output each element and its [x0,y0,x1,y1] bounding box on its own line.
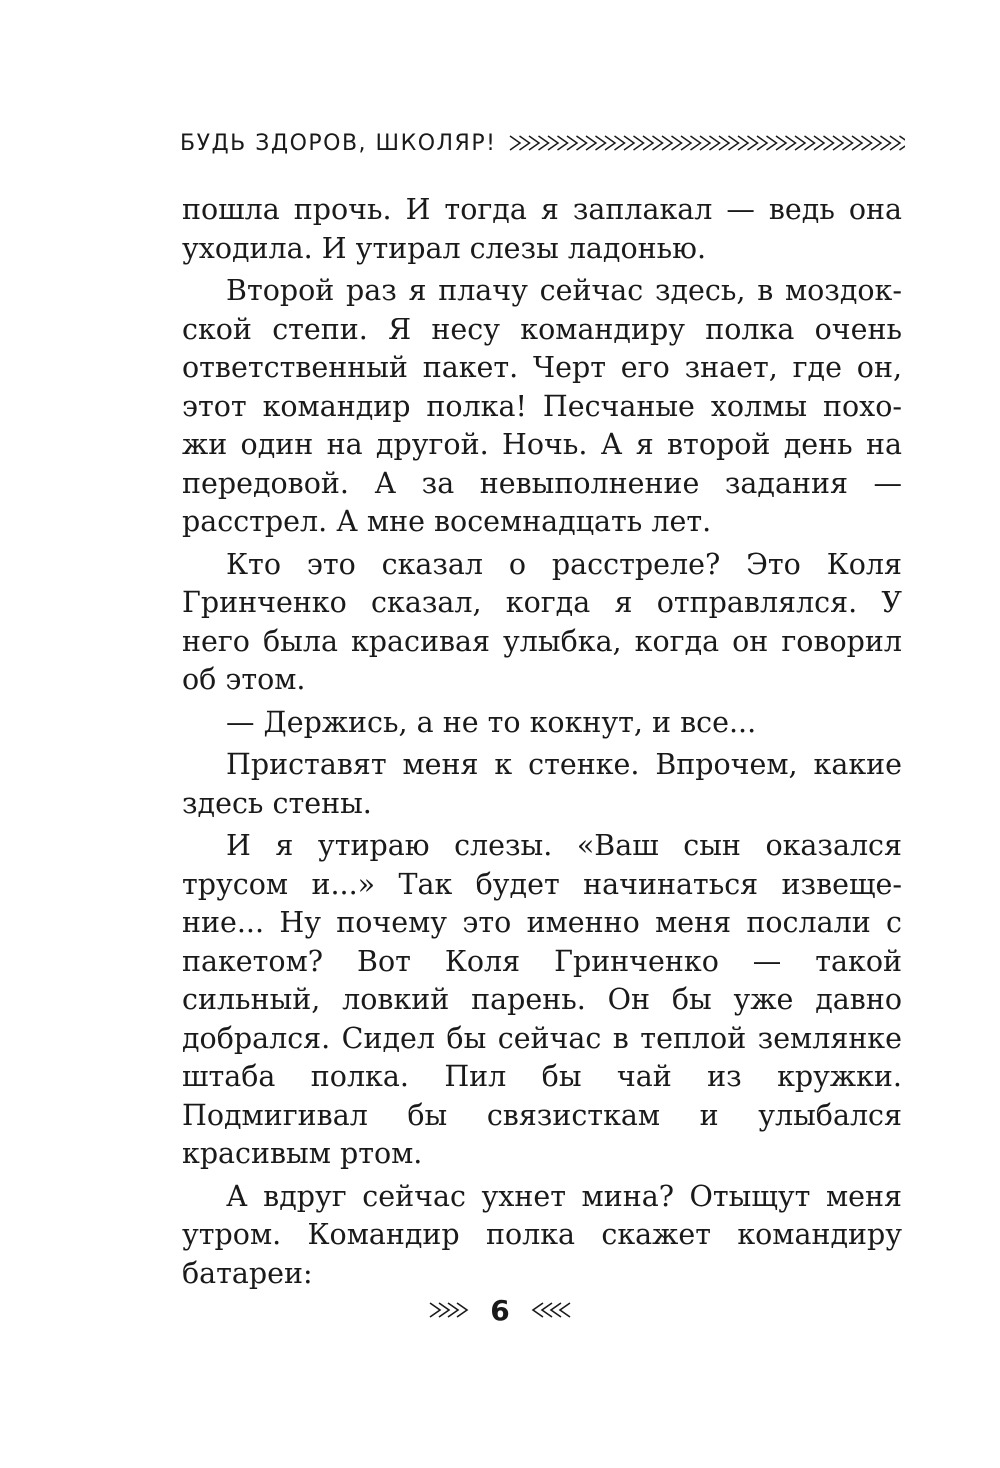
paragraph-continuation: пошла прочь. И тогда я заплакал — ведь она уходила. И утирал слезы ладонью. [182,193,902,265]
page-body [182,191,902,1297]
paragraph: И я утираю слезы. «Ваш сын оказался трусом и...» Так будет начинаться извещение... Ну почему это именно меня послали с пакетом? Вот Коля Гринченко — такой сильный, ловкий парень. Он бы уже давно добрался. Сидел бы сейчас в теплой землянке штаба полка. Пил бы чай из кружки. Подмигивал бы связисткам и улыбался красивым ртом. [182,829,902,1170]
chevrons-left-icon [530,1299,574,1321]
paragraph: А вдруг сейчас ухнет мина? Отыщут меня утром. Командир полка скажет командиру батареи: [182,1179,902,1290]
paragraph: Второй раз я плачу сейчас здесь, в моздокской степи. Я несу командиру полка очень ответственный пакет. Черт его знает, где он, этот командир полка! Песчаные холмы похожи один на другой. Ночь. А я второй день на передовой. А за невыполнение задания — расстрел. А мне восемнадцать лет. [182,274,902,538]
chevron-right-row-icon [508,132,905,154]
page-number: 6 [490,1293,510,1327]
dialogue-line: — Держись, а не то кокнут, и все... [226,705,757,739]
running-header [180,123,905,163]
paragraph: Кто это сказал о расстреле? Это Коля Гринченко сказал, когда я отправлялся. У него была красивая улыбка, когда он говорил об этом. [182,547,902,696]
paragraph: Приставят меня к стенке. Впрочем, какие здесь стены. [182,748,902,820]
page-footer [0,1290,1000,1330]
chevrons-right-icon [426,1299,470,1321]
running-header-title: БУДЬ ЗДОРОВ, ШКОЛЯР! [180,130,497,156]
